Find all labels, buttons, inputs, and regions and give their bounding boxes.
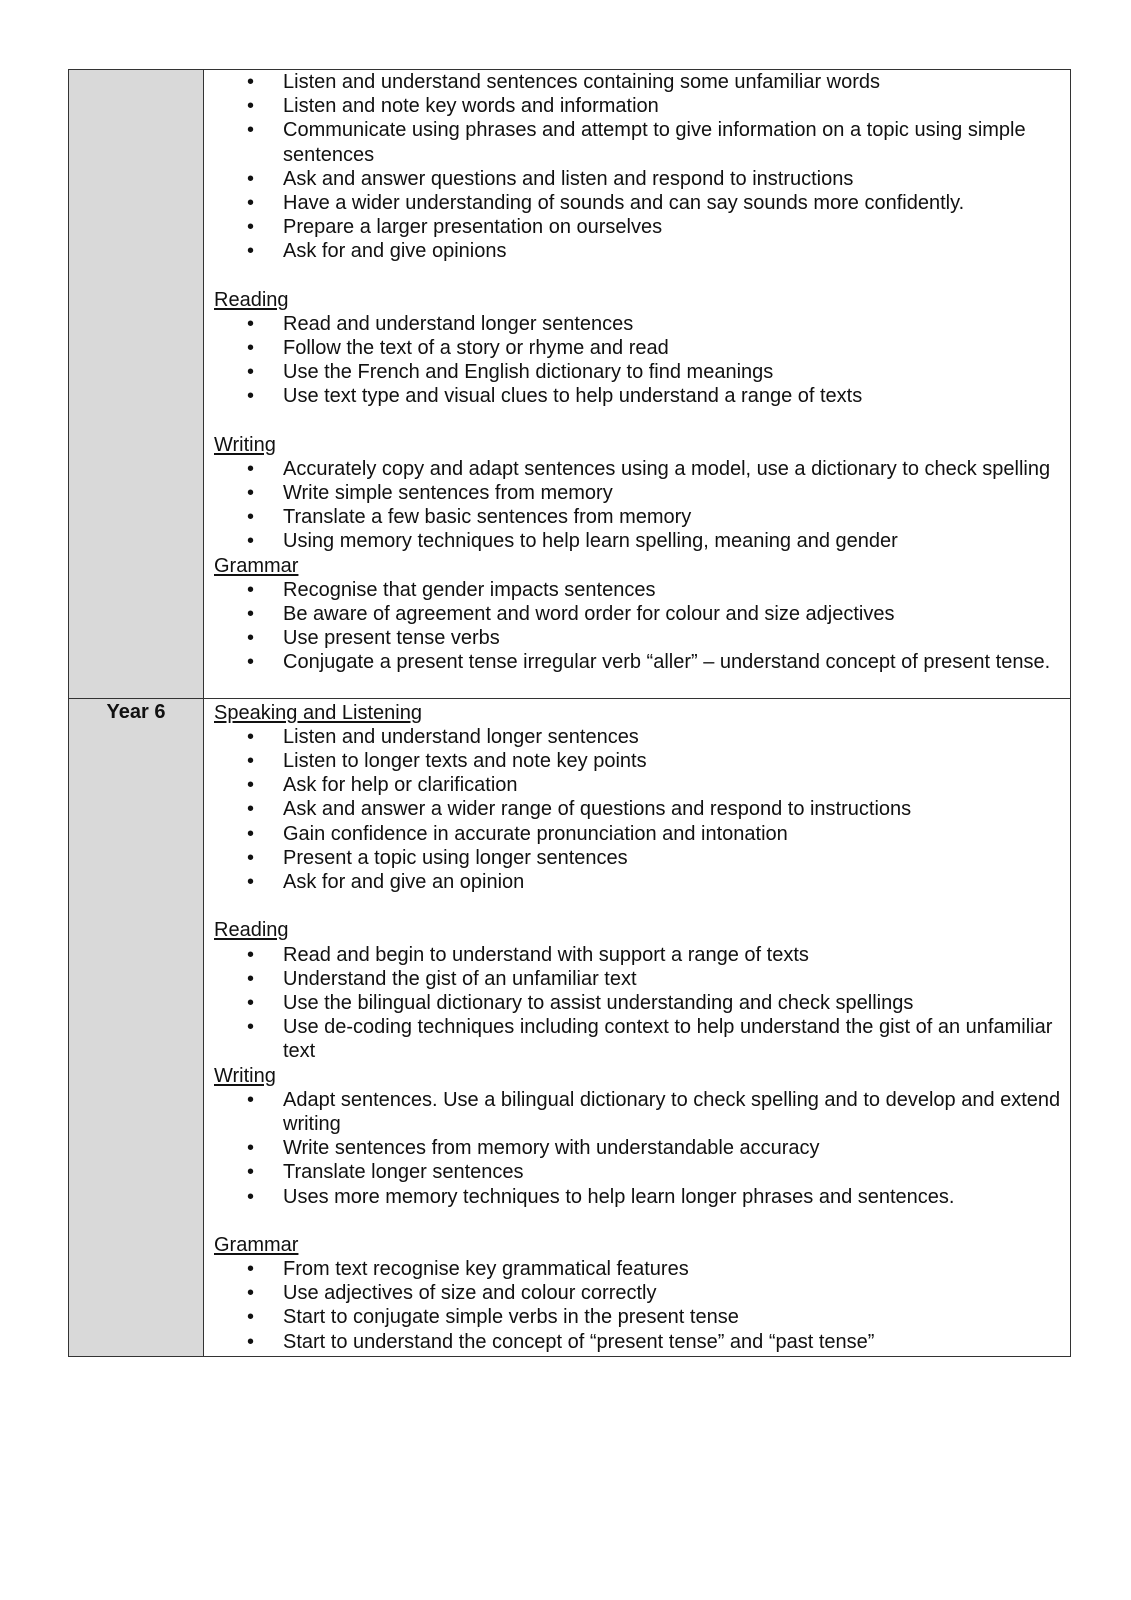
- list-item: • Ask for and give opinions: [214, 239, 1062, 263]
- list-item: • Have a wider understanding of sounds and can say sounds more confidently.: [214, 191, 1062, 215]
- list-item: • Use the bilingual dictionary to assist understanding and check spellings: [214, 991, 1062, 1015]
- grammar-heading: Grammar: [214, 1233, 299, 1256]
- year-label: Year 6: [106, 700, 166, 723]
- list-item: • Write simple sentences from memory: [214, 481, 1062, 505]
- writing-list: [214, 457, 1062, 554]
- list-item: • Use adjectives of size and colour correctly: [214, 1281, 1062, 1305]
- list-item: • Using memory techniques to help learn spelling, meaning and gender: [214, 529, 1062, 553]
- list-item: • Write sentences from memory with understandable accuracy: [214, 1136, 1062, 1160]
- writing-heading: Writing: [214, 1064, 276, 1087]
- reading-heading: Reading: [214, 919, 289, 942]
- list-item: • Communicate using phrases and attempt to give information on a topic using simple sentences: [214, 118, 1062, 166]
- spacer: [214, 409, 1062, 433]
- reading-heading: Reading: [214, 288, 289, 311]
- writing-heading: Writing: [214, 433, 276, 456]
- list-item: • Listen and understand longer sentences: [214, 725, 1062, 749]
- table-row-year-6: [69, 698, 1071, 1356]
- spacer: [214, 264, 1062, 288]
- list-item: • Translate longer sentences: [214, 1160, 1062, 1184]
- list-item: • Recognise that gender impacts sentences: [214, 578, 1062, 602]
- spacer: [214, 1209, 1062, 1233]
- list-item: • Listen to longer texts and note key points: [214, 749, 1062, 773]
- speaking-list: [214, 70, 1062, 264]
- grammar-list: [214, 1257, 1062, 1354]
- grammar-list: [214, 578, 1062, 675]
- list-item: • Accurately copy and adapt sentences using a model, use a dictionary to check spelling: [214, 457, 1062, 481]
- list-item: • Use the French and English dictionary to find meanings: [214, 360, 1062, 384]
- curriculum-table: [68, 69, 1071, 1357]
- list-item: • Listen and note key words and information: [214, 94, 1062, 118]
- list-item: • Ask and answer questions and listen and respond to instructions: [214, 167, 1062, 191]
- list-item: • Start to conjugate simple verbs in the present tense: [214, 1305, 1062, 1329]
- reading-list: [214, 943, 1062, 1064]
- reading-list: [214, 312, 1062, 409]
- list-item: • Translate a few basic sentences from memory: [214, 505, 1062, 529]
- table-row-year-5-continued: [69, 70, 1071, 699]
- list-item: • From text recognise key grammatical features: [214, 1257, 1062, 1281]
- content-cell: [204, 70, 1071, 699]
- list-item: • Use text type and visual clues to help understand a range of texts: [214, 384, 1062, 408]
- list-item: • Read and begin to understand with support a range of texts: [214, 943, 1062, 967]
- list-item: • Ask for help or clarification: [214, 773, 1062, 797]
- list-item: • Use de-coding techniques including context to help understand the gist of an unfamiliar text: [214, 1015, 1062, 1063]
- list-item: • Ask and answer a wider range of questions and respond to instructions: [214, 797, 1062, 821]
- list-item: • Follow the text of a story or rhyme and read: [214, 336, 1062, 360]
- list-item: • Read and understand longer sentences: [214, 312, 1062, 336]
- list-item: • Present a topic using longer sentences: [214, 846, 1062, 870]
- year-label: [69, 70, 203, 71]
- list-item: • Uses more memory techniques to help learn longer phrases and sentences.: [214, 1185, 1062, 1209]
- list-item: • Gain confidence in accurate pronunciation and intonation: [214, 822, 1062, 846]
- list-item: • Use present tense verbs: [214, 626, 1062, 650]
- list-item: • Prepare a larger presentation on ourselves: [214, 215, 1062, 239]
- speaking-list: [214, 725, 1062, 894]
- content-cell: [204, 698, 1071, 1356]
- list-item: • Be aware of agreement and word order for colour and size adjectives: [214, 602, 1062, 626]
- list-item: • Adapt sentences. Use a bilingual dictionary to check spelling and to develop and extend writing: [214, 1088, 1062, 1136]
- list-item: • Ask for and give an opinion: [214, 870, 1062, 894]
- speaking-listening-heading: Speaking and Listening: [214, 701, 422, 724]
- writing-list: [214, 1088, 1062, 1209]
- list-item: • Start to understand the concept of “present tense” and “past tense”: [214, 1330, 1062, 1354]
- year-cell: [69, 70, 204, 699]
- spacer: [214, 894, 1062, 918]
- list-item: • Understand the gist of an unfamiliar text: [214, 967, 1062, 991]
- list-item: • Conjugate a present tense irregular verb “aller” – understand concept of present tense.: [214, 650, 1062, 674]
- list-item: • Listen and understand sentences containing some unfamiliar words: [214, 70, 1062, 94]
- year-cell: [69, 698, 204, 1356]
- grammar-heading: Grammar: [214, 554, 299, 577]
